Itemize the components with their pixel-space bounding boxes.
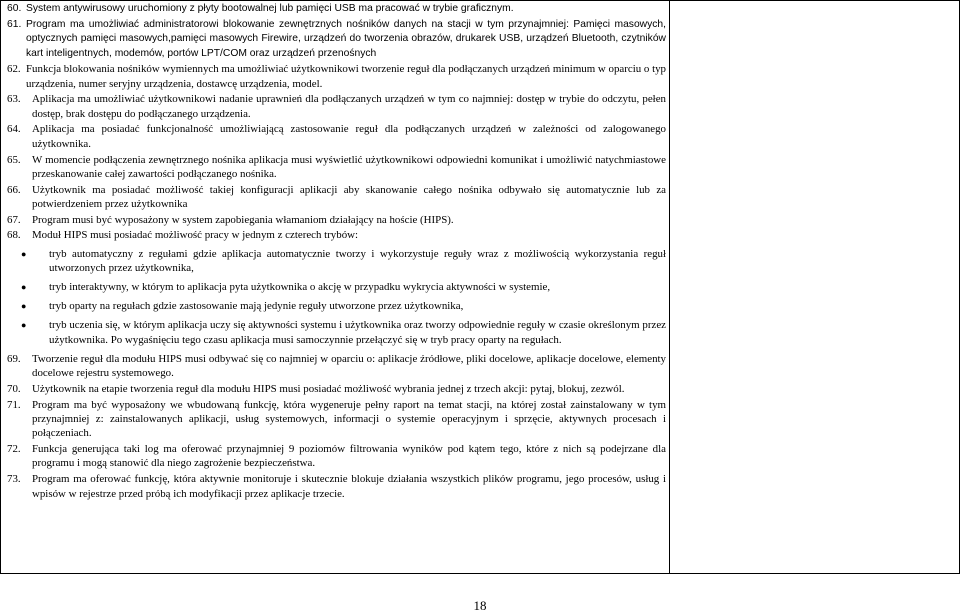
item-number: 60.: [7, 3, 22, 14]
bullet-icon: ●: [21, 301, 27, 312]
item-number: 70.: [7, 382, 21, 395]
requirements-cell: [1, 1, 670, 574]
item-text: Użytkownik ma posiadać możliwość takiej konfiguracji aplikacji aby skanowanie całego nośnika odbywało się automatycznie lub za potwierdzeniem przez użytkownika: [32, 183, 666, 211]
hips-mode-automatic: [5, 247, 666, 276]
requirement-item-64: [5, 122, 666, 151]
requirement-item-65: [5, 153, 666, 182]
hips-mode-text: tryb automatyczny z regułami gdzie aplikacja automatycznie tworzy i wykorzystuje reguły wraz z możliwością wykorzystania reguł utworzonych przez użytkownika,: [49, 247, 666, 275]
hips-modes-list: [5, 247, 666, 347]
requirement-item-73: [5, 472, 666, 501]
item-text: Program ma umożliwiać administratorowi blokowanie zewnętrznych nośników danych na stacji w tym przynajmniej: Pamięci masowych, optycznych pamięci masowych,pamięci masowych Firewire, urządzeń do tworzenia obrazów, drukarek USB, urządzeń Bluetooth, czytników kart inteligentnych, modemów, portów LPT/COM oraz urządzeń przenośnych: [26, 18, 666, 59]
item-text: Funkcja generująca taki log ma oferować przynajmniej 9 poziomów filtrowania wyników pod kątem tego, które z nich są podejrzane dla programu i mogą stanowić dla niego zagrożenie bezpieczeństwa.: [32, 443, 666, 470]
bullet-icon: ●: [21, 248, 27, 259]
item-text: W momencie podłączenia zewnętrznego nośnika aplikacja musi wyświetlić użytkownikowi odpowiedni komunikat i umożliwić natychmiastowe przeskanowanie całej zawartości podłączanego nośnika.: [32, 153, 666, 180]
item-number: 66.: [7, 183, 21, 196]
item-number: 73.: [7, 473, 21, 486]
requirement-item-61: [5, 18, 666, 61]
item-number: 68.: [7, 229, 21, 242]
requirement-item-62: [5, 62, 666, 91]
item-text: Użytkownik na etapie tworzenia reguł dla modułu HIPS musi posiadać możliwość wybrania jednej z trzech akcji: pytaj, blokuj, zezwól.: [32, 382, 625, 395]
item-number: 64.: [7, 123, 21, 136]
requirement-item-68: [5, 228, 666, 242]
requirement-item-63: [5, 92, 666, 121]
item-text: Program ma być wyposażony we wbudowaną funkcję, która wygeneruje pełny raport na temat stacji, na której został zainstalowany w tym przynajmniej z: zainstalowanych aplikacji, usług systemowych, informacji o systemie operacyjnym i sprzęcie, aktywnych procesach i połączeniach.: [32, 398, 666, 440]
item-number: 61.: [7, 18, 22, 30]
hips-mode-interactive: [5, 280, 666, 294]
requirement-item-70: [5, 382, 666, 396]
requirement-item-60: [5, 2, 666, 16]
requirement-item-72: [5, 442, 666, 471]
item-text: Tworzenie reguł dla modułu HIPS musi odbywać się co najmniej w oparciu o: aplikacje źródłowe, pliki docelowe, aplikacje docelowe, elementy docelowe rejestru systemowego.: [32, 352, 666, 380]
page-number: 18: [473, 598, 487, 613]
item-text: Aplikacja ma umożliwiać użytkownikowi nadanie uprawnień dla podłączanych urządzeń w tym co najmniej: dostęp w trybie do odczytu, pełen dostęp, brak dostępu do podłączanego urządzenia.: [32, 93, 666, 120]
item-text: Aplikacja ma posiadać funkcjonalność umożliwiającą zastosowanie reguł dla podłączanych urządzeń w zależności od zalogowanego użytkownika.: [32, 123, 666, 150]
hips-mode-learning: [5, 318, 666, 347]
requirements-list: [1, 1, 669, 501]
item-number: 63.: [7, 93, 21, 106]
item-text: Funkcja blokowania nośników wymiennych ma umożliwiać użytkownikowi tworzenie reguł dla podłączanych urządzeń minimum w oparciu o typ urządzenia, numer seryjny urządzenia, dostawcę urządzenia, model.: [26, 63, 666, 90]
item-text: System antywirusowy uruchomiony z płyty bootowalnej lub pamięci USB ma pracować w trybie graficznym.: [26, 3, 514, 14]
item-text: Program musi być wyposażony w system zapobiegania włamaniom działający na hoście (HIPS).: [32, 213, 454, 226]
bullet-icon: ●: [21, 282, 27, 293]
requirement-item-71: [5, 398, 666, 441]
hips-mode-text: tryb uczenia się, w którym aplikacja uczy się aktywności systemu i użytkownika oraz tworzy odpowiednie reguły w czasie określonym przez użytkownika. Po wygaśnięciu tego czasu aplikacja musi samoczynnie przełączyć się w tryb pracy oparty na regułach.: [49, 319, 666, 346]
compliance-cell: [670, 1, 960, 574]
item-number: 69.: [7, 352, 21, 365]
hips-mode-text: tryb interaktywny, w którym to aplikacja pyta użytkownika o akcję w przypadku wykrycia aktywności w systemie,: [49, 281, 551, 294]
item-number: 72.: [7, 443, 21, 456]
item-text: Program ma oferować funkcję, która aktywnie monitoruje i skutecznie blokuje działania wszystkich plików programu, jego procesów, usług i wpisów w rejestrze przed próbą ich modyfikacji przez aplikacje trzecie.: [32, 473, 666, 500]
hips-mode-rule-based: [5, 299, 666, 313]
item-number: 71.: [7, 398, 21, 411]
requirement-item-67: [5, 213, 666, 227]
requirement-item-69: [5, 352, 666, 381]
requirement-item-66: [5, 183, 666, 212]
bullet-icon: ●: [21, 320, 27, 331]
hips-mode-text: tryb oparty na regułach gdzie zastosowanie mają jedynie reguły utworzone przez użytkownika,: [49, 300, 464, 313]
item-number: 62.: [7, 63, 21, 76]
item-number: 67.: [7, 213, 21, 226]
item-number: 65.: [7, 153, 21, 166]
item-text: Moduł HIPS musi posiadać możliwość pracy w jednym z czterech trybów:: [32, 229, 359, 242]
